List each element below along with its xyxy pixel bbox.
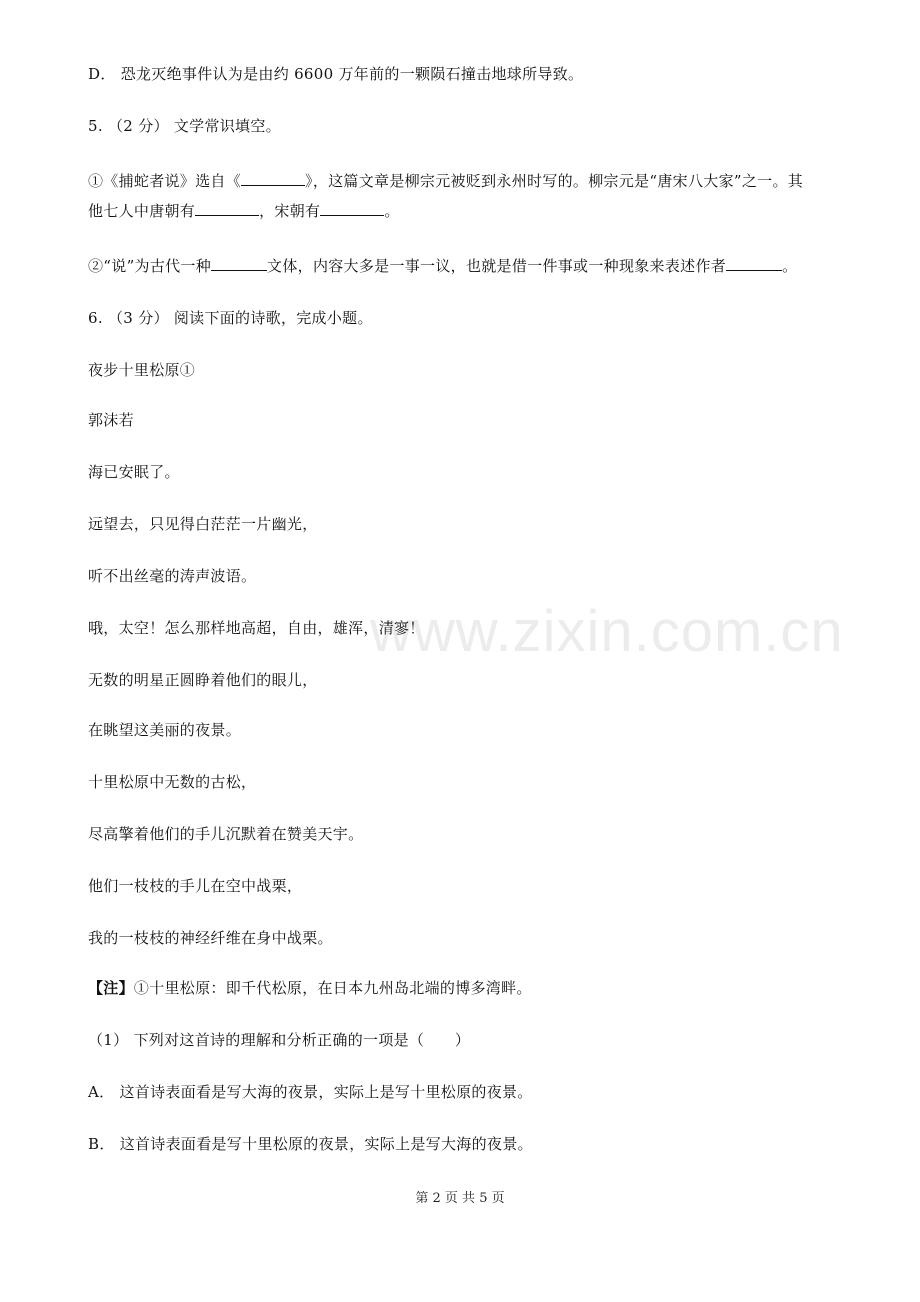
sub-question-1: （1） 下列对这首诗的理解和分析正确的一项是（ ） [88, 1031, 471, 1049]
poem-line: 无数的明星正圆睁着他们的眼儿， [88, 671, 318, 689]
option-d: D． 恐龙灭绝事件认为是由约 6600 万年前的一颗陨石撞击地球所导致。 [88, 65, 584, 83]
blank-5 [726, 256, 782, 271]
blank-4 [211, 256, 267, 271]
watermark: www.zixin.com.cn [370, 599, 844, 664]
poem-note [88, 978, 532, 998]
note-text: ①十里松原：即千代松原，在日本九州岛北端的博多湾畔。 [133, 979, 532, 997]
q5-item1-text-d: ，宋朝有 [259, 202, 321, 220]
page-footer: 第 2 页 共 5 页 [415, 1191, 505, 1206]
blank-1 [241, 171, 305, 186]
poem-line: 远望去，只见得白茫茫一片幽光， [88, 515, 318, 533]
question-5-header: 5. （2 分） 文学常识填空。 [88, 117, 281, 135]
q5-item2-text-b: 文体，内容大多是一事一议，也就是借一件事或一种现象来表述作者 [267, 257, 727, 275]
poem-line: 尽高擎着他们的手儿沉默着在赞美天宇。 [88, 825, 364, 843]
poem-author: 郭沫若 [88, 411, 134, 429]
q5-item1-text-b: 》，这篇文章是柳宗元被贬到永州时写的。柳宗元是“唐宋八大家”之一。其 [305, 172, 804, 190]
q5-item2-text-c: 。 [782, 257, 798, 275]
question-5-item-2 [88, 256, 797, 276]
q5-item1-text-e: 。 [384, 202, 400, 220]
poem-line: 我的一枝枝的神经纤维在身中战栗。 [88, 929, 333, 947]
blank-3 [320, 201, 384, 216]
q5-item1-text-a: ①《捕蛇者说》选自《 [88, 172, 242, 190]
blank-2 [195, 201, 259, 216]
option-b: B． 这首诗表面看是写十里松原的夜景，实际上是写大海的夜景。 [88, 1135, 533, 1153]
poem-line: 听不出丝毫的涛声波语。 [88, 567, 257, 585]
q5-item2-text-a: ②“说”为古代一种 [88, 257, 212, 275]
note-label: 【注】 [88, 979, 134, 997]
poem-line: 在眺望这美丽的夜景。 [88, 721, 242, 739]
poem-line: 哦，太空！怎么那样地高超，自由，雄浑，清寥！ [88, 619, 425, 637]
poem-line: 十里松原中无数的古松， [88, 773, 257, 791]
poem-line: 他们一枝枝的手儿在空中战栗， [88, 877, 303, 895]
poem-line: 海已安眠了。 [88, 463, 180, 481]
question-5-item-1 [88, 166, 868, 226]
question-6-header: 6. （3 分） 阅读下面的诗歌，完成小题。 [88, 309, 373, 327]
q5-item1-text-c: 他七人中唐朝有 [88, 202, 196, 220]
option-a: A． 这首诗表面看是写大海的夜景，实际上是写十里松原的夜景。 [88, 1083, 533, 1101]
poem-title: 夜步十里松原① [88, 361, 196, 379]
